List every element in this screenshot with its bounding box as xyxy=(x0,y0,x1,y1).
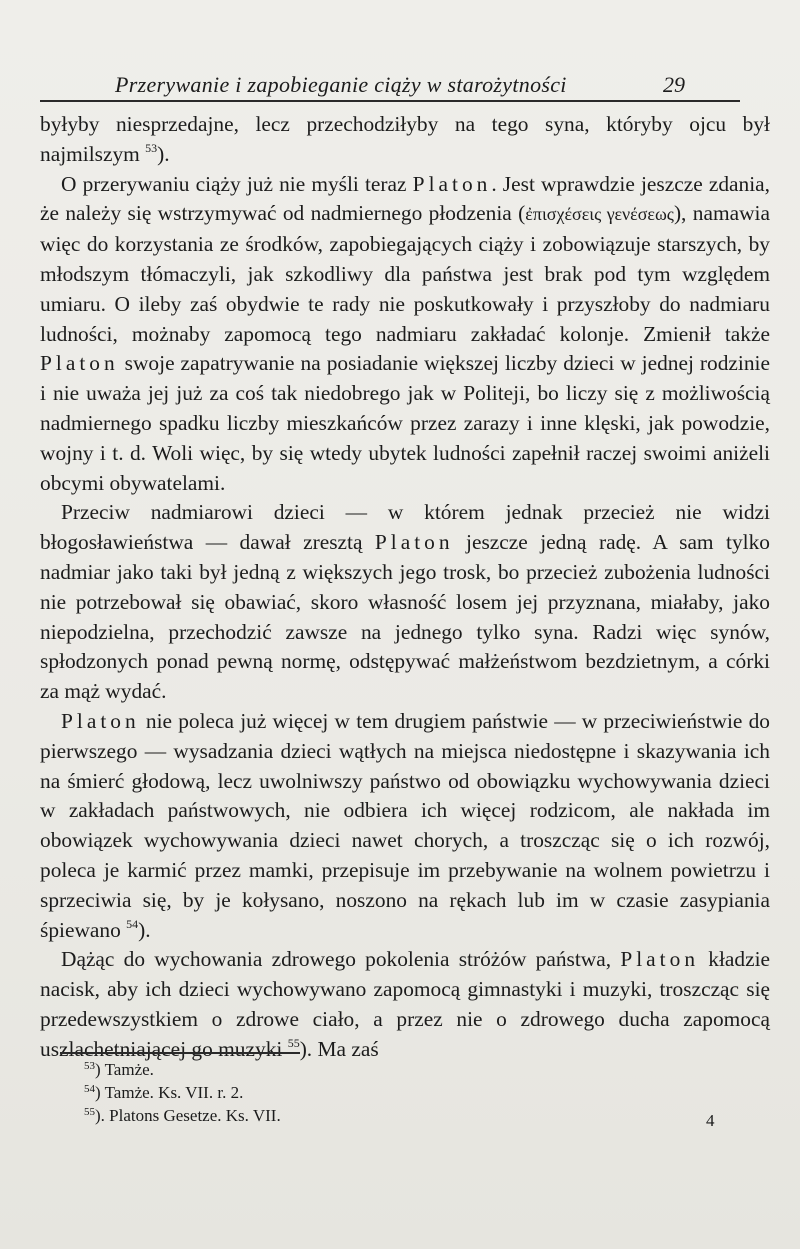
footnote-ref: 53 xyxy=(145,140,158,155)
text-run: jeszcze jedną radę. A sam tylko nadmiar jako taki był jedną z większych jego trosk, bo przecież zubożenia ludności nie potrzebował się obawiać, skoro własność losem jej przyznana, miałaby, jako niepodzielna, przechodzić zawsze na jednego tylko syna. Radzi więc synów, spłodzonych ponad pewną normę, odstępywać małżeństwom bezdzietnym, a córki za mąż wydać. xyxy=(40,530,770,704)
author-name: Platon xyxy=(40,351,119,376)
footnote-number: 55 xyxy=(84,1106,95,1118)
header-rule xyxy=(40,100,740,102)
footnote-text: ) Tamże. Ks. VII. r. 2. xyxy=(95,1083,244,1102)
paragraph xyxy=(40,707,770,945)
paragraph xyxy=(40,170,770,499)
page-number: 29 xyxy=(663,72,685,97)
body-text xyxy=(40,110,770,1065)
text-run: ), namawia więc do korzystania ze środków, zapobiegających ciąży i zobowiązuje starszych, by młodszym tłómaczyli, jak szkodliwy dla państwa jest brak pod tym względem umiaru. O ileby zaś obydwie te rady nie poskutkowały i przyszłoby do nadmiaru ludności, możnaby zapomocą tego nadmiaru zakładać kolonje. Zmienił także xyxy=(40,201,770,346)
text-run: Dążąc do wychowania zdrowego pokolenia stróżów państwa, xyxy=(61,947,612,972)
text-run: ). xyxy=(157,141,170,166)
text-run: . Jest wprawdzie jeszcze zdania, że należy się wstrzymywać od nadmiernego płodzenia ( xyxy=(40,171,770,226)
paragraph xyxy=(40,110,770,170)
footnote-text: ). Platons Gesetze. Ks. VII. xyxy=(95,1106,281,1125)
text-run: O przerywaniu ciąży już nie myśli teraz xyxy=(61,171,407,196)
text-run: swoje zapatrywanie na posiadanie większej liczby dzieci w jednej rodzinie i nie uważa jej już za coś tak niedobrego jak w Politeji, bo liczy się z możliwością nadmiernego spadku liczby mieszkańców przez zarazy i inne klęski, jak powodzie, wojny i t. d. Woli więc, by się wtedy ubytek ludności zapełnił raczej swoimi aniżeli obcymi obywatelami. xyxy=(40,351,770,495)
greek-phrase: ἐπισχέσεις γενέσεως xyxy=(525,204,674,225)
text-run: byłyby niesprzedajne, lecz przechodziłyby na tego syna, któryby ojcu był najmilszym xyxy=(40,112,770,166)
footnote-number: 54 xyxy=(84,1083,95,1095)
printer-signature-mark: 4 xyxy=(706,1111,715,1130)
text-run: nie poleca już więcej w tem drugiem państwie — w przeciwieństwie do pierwszego — wysadzania dzieci wątłych na miejsca niedostępne i skazywania ich na śmierć głodową, lecz uwolniwszy państwo od obowiązku wychowywania dzieci w zakładach państwowych, nie odbiera ich więcej rodzicom, ale nakłada im obowiązek wychowywania dzieci nawet chorych, a troszcząc się o ich rozwój, poleca je karmić przez mamki, przepisuje im przebywanie na wolnem powietrzu i sprzeciwia się, by je kołysano, noszono na rękach lub im w czasie zasypiania śpiewano xyxy=(40,708,770,942)
paragraph xyxy=(40,498,770,707)
footnote xyxy=(84,1104,584,1127)
footnote-ref: 55 xyxy=(287,1035,300,1050)
footnote-number: 53 xyxy=(84,1060,95,1072)
text-run: ). xyxy=(138,917,151,942)
footnote-ref: 54 xyxy=(126,916,139,931)
footnote xyxy=(84,1081,584,1104)
footnote-rule xyxy=(60,1052,300,1054)
footnotes xyxy=(84,1058,584,1127)
text-run: kładzie nacisk, aby ich dzieci wychowywano zapomocą gimnastyki i muzyki, troszcząc się przedewszystkiem o zdrowe ciało, a przez nie o zdrowego ducha zapomocą uszlachetniającej go muzyki xyxy=(40,947,771,1061)
author-name: Platon xyxy=(374,530,454,555)
running-title: Przerywanie i zapobieganie ciąży w starożytności xyxy=(115,72,567,97)
paragraph xyxy=(40,945,770,1064)
footnote-text: ) Tamże. xyxy=(95,1060,154,1079)
author-name: Platon xyxy=(620,947,700,972)
text-run: Przeciw nadmiarowi dzieci — w którem jednak przecież nie widzi błogosławieństwa — dawał zresztą xyxy=(40,500,770,555)
author-name: Platon xyxy=(412,171,492,196)
author-name: Platon xyxy=(61,708,140,733)
footnote xyxy=(84,1058,584,1081)
text-run: ). Ma zaś xyxy=(299,1036,379,1061)
